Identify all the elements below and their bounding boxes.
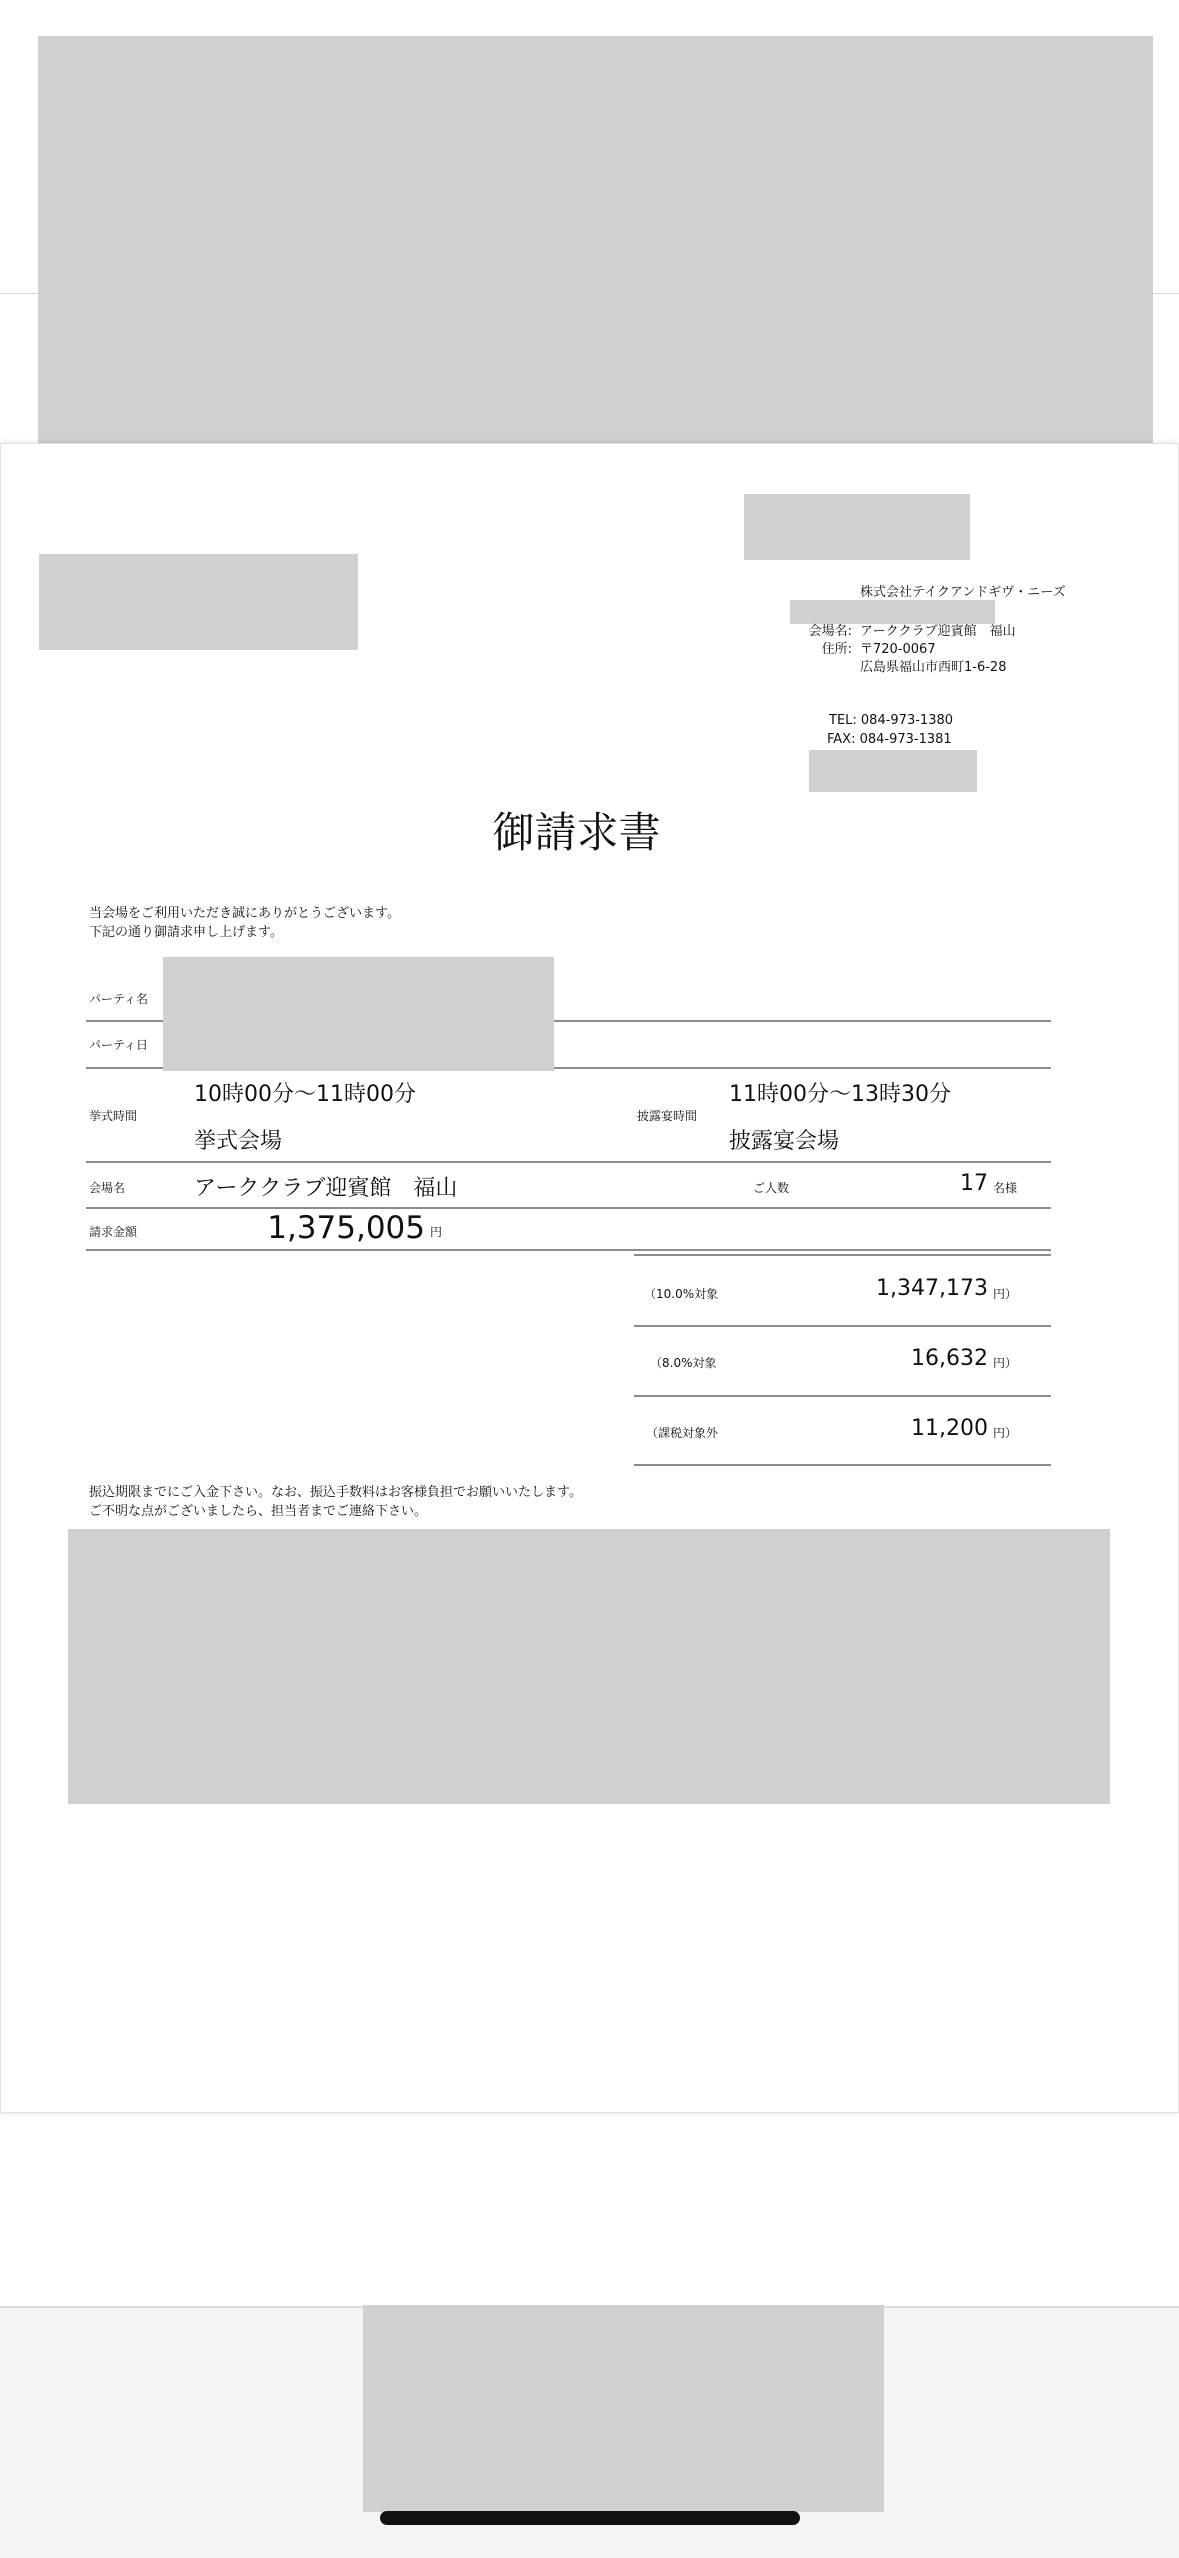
tax-row-unit: 円）: [993, 1287, 1018, 1301]
rule: [86, 1161, 1051, 1163]
ceremony-place: 挙式会場: [194, 1129, 283, 1154]
reception-time-label: 披露宴時間: [637, 1109, 698, 1123]
redacted-recipient: [39, 554, 358, 650]
intro-line-2: 下記の通り御請求申し上げます。: [89, 925, 283, 940]
reception-time: 11時00分〜13時30分: [729, 1082, 951, 1107]
redacted-logo: [744, 494, 970, 560]
redacted-stamp: [809, 750, 977, 792]
redacted-toolbar-content[interactable]: [363, 2305, 884, 2512]
amount-unit: 円: [430, 1225, 443, 1239]
page-divider-line: [0, 293, 38, 294]
guests-label: ご人数: [753, 1181, 790, 1195]
rule: [86, 1207, 1051, 1209]
redacted-header-block: [38, 36, 1153, 470]
ceremony-time: 10時00分〜11時00分: [194, 1082, 416, 1107]
footer-note-2: ご不明な点がございましたら、担当者までご連絡下さい。: [89, 1504, 428, 1519]
invoice-document: [0, 443, 1179, 2113]
company-postal: 〒720-0067: [860, 642, 936, 657]
venue-value: アーククラブ迎賓館 福山: [194, 1176, 458, 1201]
redacted-payment-details: [68, 1529, 1110, 1804]
venue-label: 会場名: [89, 1181, 126, 1195]
rule: [634, 1325, 1051, 1327]
tax-row-value: 11,200: [911, 1416, 988, 1441]
company-venue-label: 会場名:: [808, 624, 852, 639]
ceremony-time-label: 挙式時間: [89, 1109, 138, 1123]
company-address-label: 住所:: [821, 642, 852, 657]
company-fax: FAX: 084-973-1381: [827, 732, 952, 747]
home-indicator[interactable]: [380, 2511, 800, 2525]
tax-row-label: （10.0%対象: [644, 1287, 719, 1301]
page-divider-line-right: [1153, 293, 1179, 294]
company-address: 広島県福山市西町1-6-28: [860, 660, 1007, 675]
tax-row-label: （課税対象外: [646, 1426, 719, 1440]
tax-row-value: 1,347,173: [876, 1276, 988, 1301]
tax-row-label: （8.0%対象: [650, 1356, 717, 1370]
amount-value: 1,375,005: [267, 1210, 425, 1246]
reception-place: 披露宴会場: [729, 1129, 840, 1154]
company-tel: TEL: 084-973-1380: [829, 713, 954, 728]
amount-label: 請求金額: [89, 1225, 138, 1239]
intro-line-1: 当会場をご利用いただき誠にありがとうございます。: [89, 906, 400, 921]
party-name-label: パーティ名: [89, 992, 149, 1006]
rule: [634, 1254, 1051, 1256]
party-date-label: パーティ日: [89, 1038, 149, 1052]
tax-row-unit: 円）: [993, 1356, 1018, 1370]
footer-note-1: 振込期限までにご入金下さい。なお、振込手数料はお客様負担でお願いいたします。: [89, 1485, 582, 1500]
guests-count: 17: [960, 1171, 988, 1196]
tax-row-unit: 円）: [993, 1426, 1018, 1440]
company-venue-value: アーククラブ迎賓館 福山: [860, 624, 1016, 639]
guests-unit: 名様: [993, 1181, 1018, 1195]
rule: [86, 1249, 1051, 1251]
rule: [634, 1464, 1051, 1466]
document-title: 御請求書: [492, 808, 661, 857]
tax-row-value: 16,632: [911, 1346, 988, 1371]
redacted-party-info: [163, 957, 554, 1071]
company-name: 株式会社テイクアンドギヴ・ニーズ: [860, 585, 1066, 600]
rule: [634, 1395, 1051, 1397]
